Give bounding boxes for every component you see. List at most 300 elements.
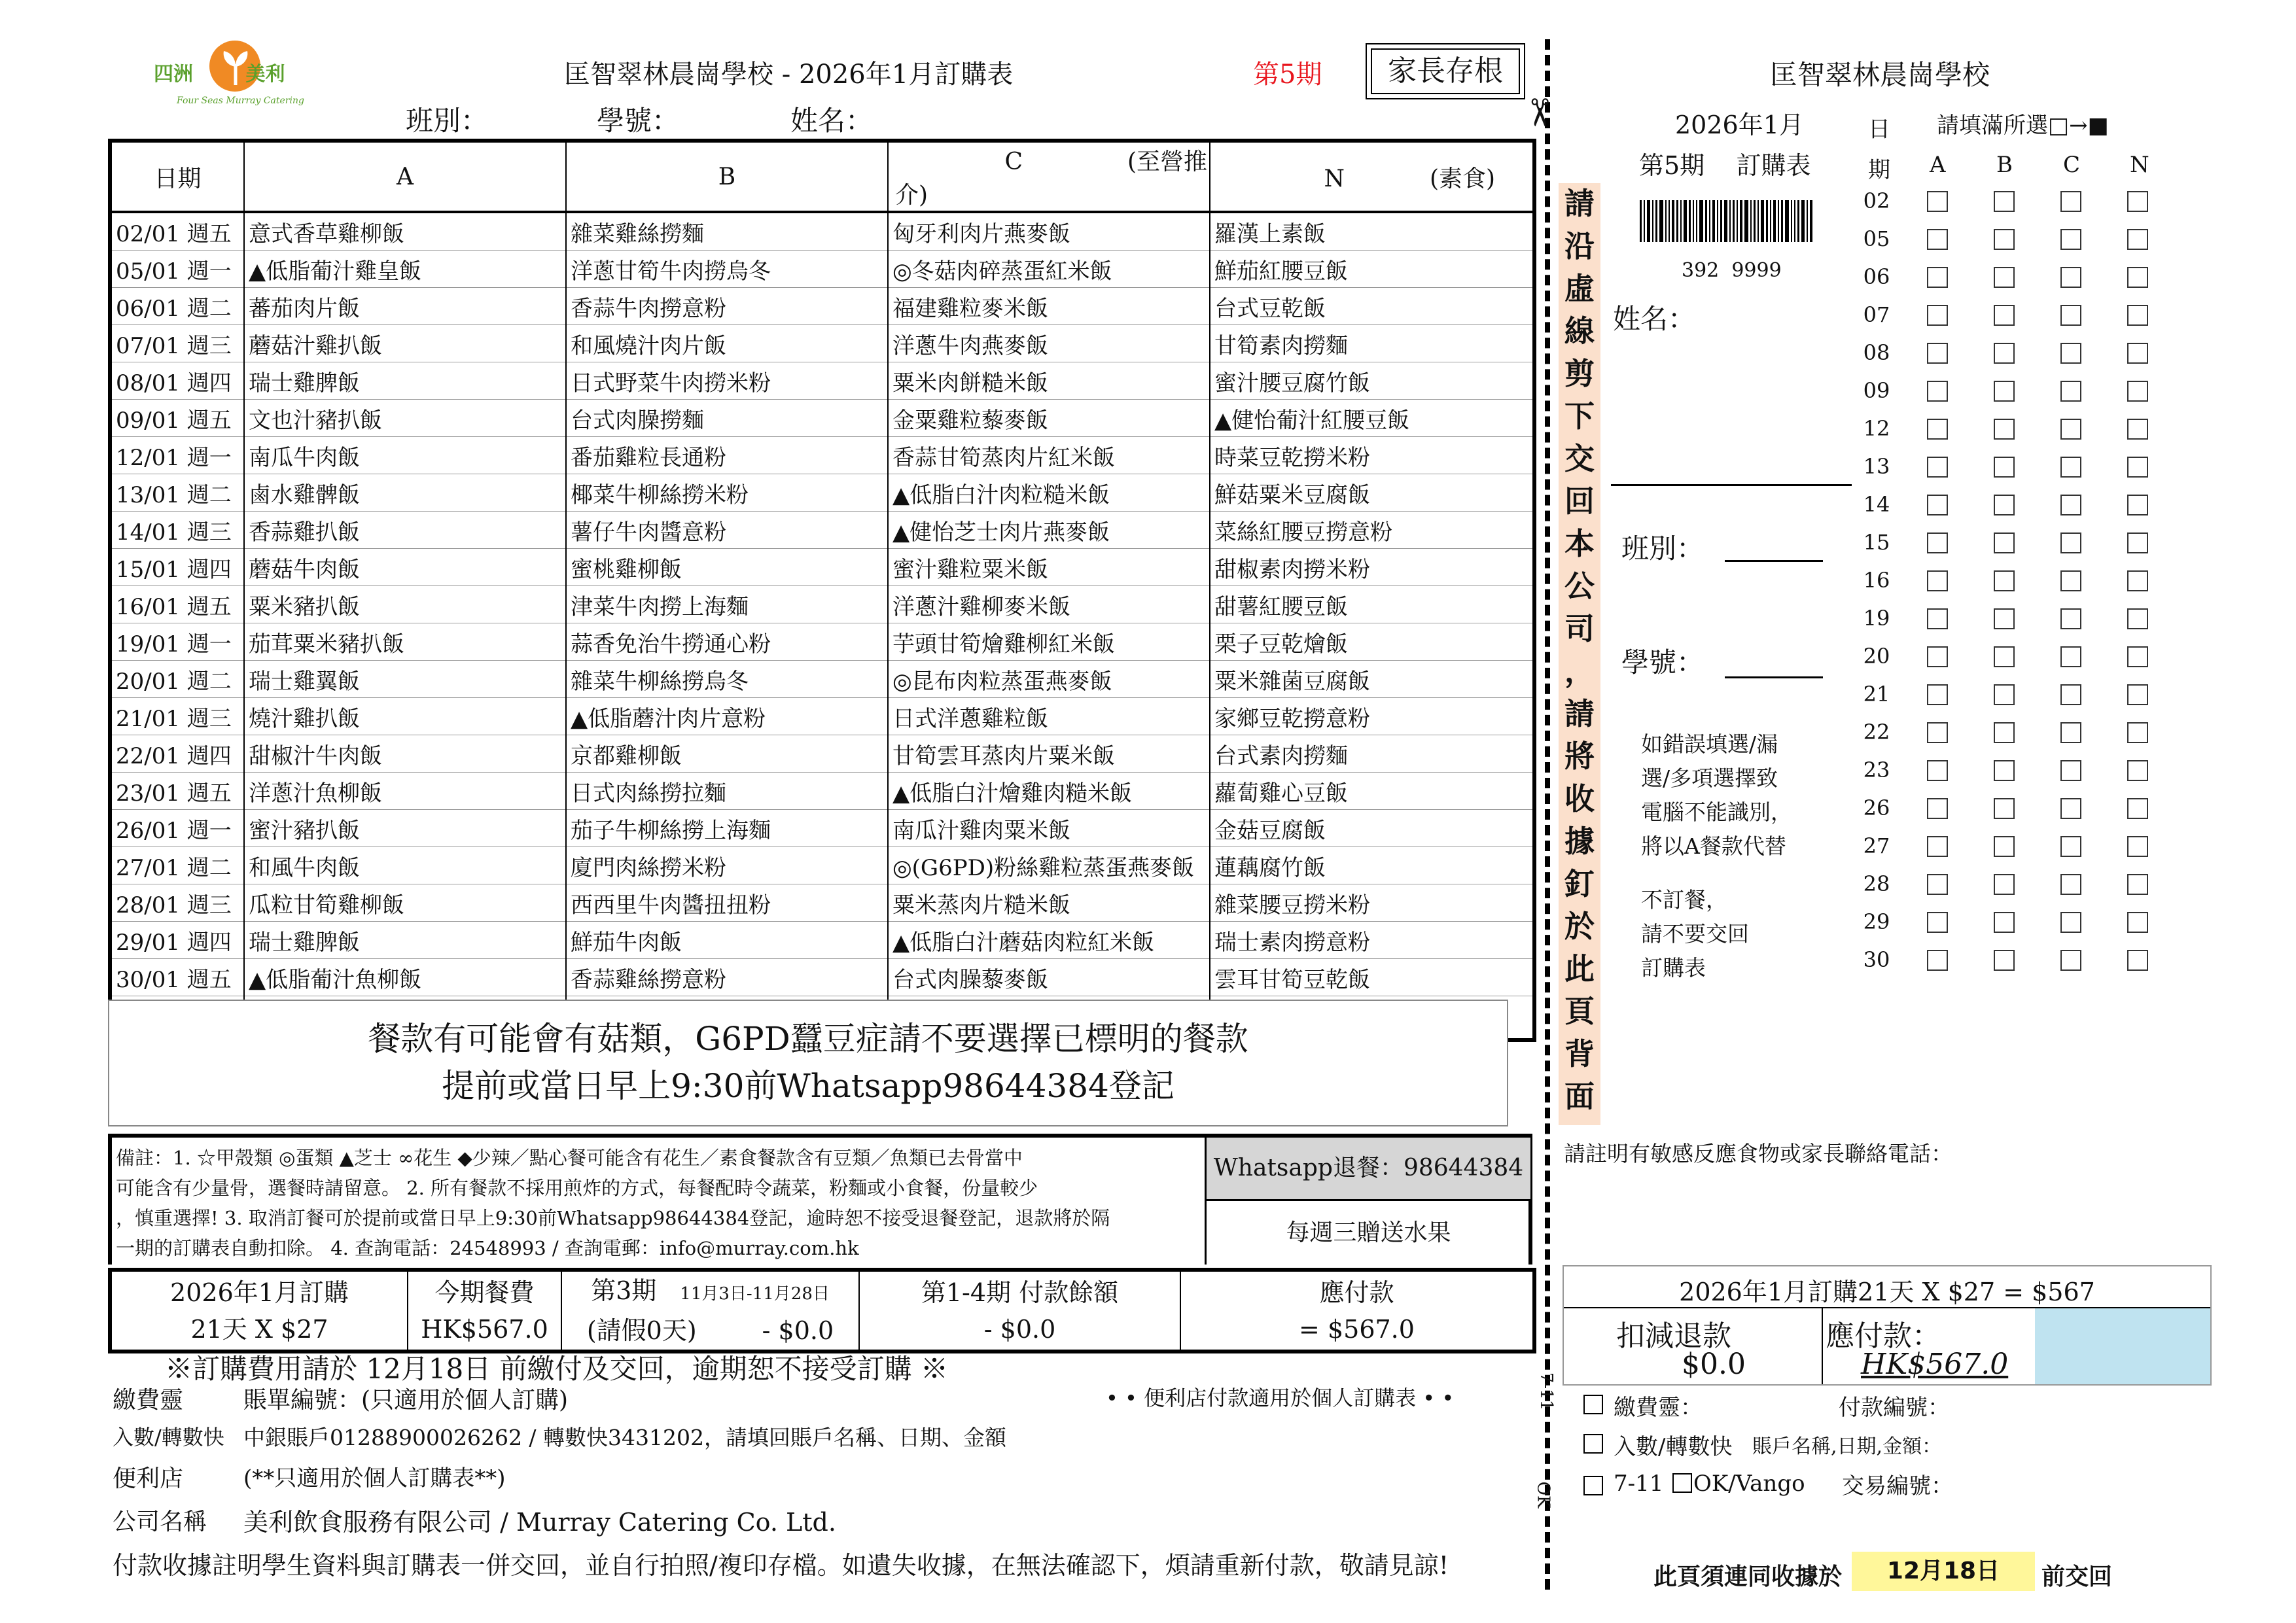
menu-cell-date: 05/01 週一 [110,251,244,288]
right-student-no-label: 學號： [1621,646,1704,678]
return-date-box: 12月18日 [1852,1552,2035,1591]
grid-day: 05 [1863,226,1890,251]
menu-cell-b: 椰菜牛柳絲撈米粉 [566,474,888,512]
right-month: 2026年1月 [1675,111,1804,139]
meal-checkbox[interactable] [2060,305,2081,326]
menu-cell-n: 甜椒素肉撈米粉 [1210,549,1534,586]
grid-day: 28 [1863,871,1890,896]
menu-cell-b: 津菜牛肉撈上海麵 [566,586,888,623]
side-711: 7-11 [1536,1372,1557,1411]
menu-cell-c: ▲低脂白汁燴雞肉糙米飯 [888,773,1210,810]
meal-checkbox[interactable] [1927,532,1948,553]
meal-checkbox[interactable] [2127,267,2148,288]
menu-cell-date: 28/01 週三 [110,884,244,922]
meal-checkbox[interactable] [1994,267,2015,288]
meal-checkbox[interactable] [2060,495,2081,515]
menu-cell-n: 家鄉豆乾撈意粉 [1210,698,1534,735]
col-date: 日期 [110,141,244,212]
cut-char: 面 [1564,1079,1595,1114]
grid-col-head: C [2063,152,2081,178]
menu-cell-c: ▲低脂白汁肉粒糙米飯 [888,474,1210,512]
meal-checkbox[interactable] [2060,684,2081,705]
menu-cell-a: 瓜粒甘筍雞柳飯 [244,884,566,922]
bank-checkbox[interactable] [1583,1434,1603,1454]
meal-checkbox[interactable] [2127,191,2148,212]
store-note: • • 便利店付款適用於個人訂購表 • • [1106,1386,1455,1410]
menu-row [110,400,1534,437]
menu-row [110,549,1534,586]
meal-checkbox[interactable] [2127,229,2148,250]
meal-checkbox[interactable] [2127,608,2148,629]
grid-day: 22 [1863,720,1890,744]
cut-char: 請 [1564,186,1595,221]
menu-cell-b: 雜菜牛柳絲撈烏冬 [566,661,888,698]
pps-text: 賬單編號：(只適用於個人訂購) [243,1387,569,1414]
grid-day: 29 [1863,909,1890,934]
meal-checkbox[interactable] [1994,305,2015,326]
col-c: C (至營推介) [888,141,1210,212]
meal-checkbox[interactable] [2060,381,2081,402]
grid-day: 26 [1863,795,1890,820]
grid-day: 12 [1863,416,1890,441]
meal-checkbox[interactable] [2127,419,2148,440]
copy-label-box [1366,43,1525,99]
seven-eleven-checkbox[interactable] [1583,1476,1603,1495]
menu-cell-c: 香蒜甘筍蒸肉片紅米飯 [888,437,1210,474]
grid-col-head: B [1996,152,2013,178]
meal-checkbox[interactable] [1994,760,2015,781]
meal-checkbox[interactable] [1927,229,1948,250]
footer-note: 付款收據註明學生資料與訂購表一併交回，並自行拍照/複印存檔。如遺失收據，在無法確認下，煩請重新付款，敬請見諒! [113,1551,1449,1580]
remark-line-1: 備註：1. ☆甲殼類 ◎蛋類 ▲芝士 ∞花生 ◆少辣／點心餐可能含有花生／素食餐款含有豆類／魚類已去骨當中 [116,1147,1023,1169]
menu-row [110,512,1534,549]
menu-cell-date: 19/01 週一 [110,623,244,661]
meal-checkbox[interactable] [2127,684,2148,705]
scissors-icon: ✂ [1517,96,1562,129]
period-label: 第5期 [1253,60,1322,90]
meal-checkbox[interactable] [1927,646,1948,667]
meal-checkbox[interactable] [2060,646,2081,667]
grid-day: 21 [1863,682,1890,707]
meal-checkbox[interactable] [1927,381,1948,402]
cut-char: 釘 [1564,866,1595,901]
menu-cell-date: 06/01 週二 [110,288,244,325]
meal-checkbox[interactable] [1927,419,1948,440]
menu-row [110,325,1534,362]
menu-cell-n: 蜜汁腰豆腐竹飯 [1210,362,1534,400]
meal-checkbox[interactable] [1994,722,2015,743]
grid-day: 20 [1863,644,1890,669]
meal-checkbox[interactable] [1994,419,2015,440]
meal-checkbox[interactable] [1994,950,2015,971]
menu-cell-n: 鮮茄紅腰豆飯 [1210,251,1534,288]
menu-row [110,288,1534,325]
grid-col-head: N [2130,152,2149,178]
menu-cell-c: 粟米蒸肉片糙米飯 [888,884,1210,922]
menu-cell-date: 22/01 週四 [110,735,244,773]
deadline-note: ※訂購費用請於 12月18日 前繳付及交回，逾期恕不接受訂購 ※ [165,1353,948,1385]
meal-checkbox[interactable] [2127,570,2148,591]
meal-checkbox[interactable] [1927,457,1948,478]
cut-char: 線 [1564,313,1595,349]
grid-day: 16 [1863,568,1890,593]
payable-blue-box [2035,1308,2210,1384]
menu-cell-date: 08/01 週四 [110,362,244,400]
meal-checkbox[interactable] [1927,267,1948,288]
meal-checkbox[interactable] [2060,343,2081,364]
payable-label: 應付款： [1826,1319,1941,1353]
meal-checkbox[interactable] [1927,608,1948,629]
payable-value: HK$567.0 [1861,1348,2009,1381]
menu-cell-a: 南瓜牛肉飯 [244,437,566,474]
menu-cell-c: 甘筍雲耳蒸肉片粟米飯 [888,735,1210,773]
meal-checkbox[interactable] [1927,684,1948,705]
menu-cell-a: 文也汁豬扒飯 [244,400,566,437]
menu-row [110,959,1534,996]
right-bank-label: 入數/轉數快 [1614,1434,1733,1460]
grid-day: 23 [1863,758,1890,782]
cut-char: 頁 [1564,994,1595,1029]
meal-checkbox[interactable] [2127,532,2148,553]
remarks-block [108,1134,1532,1265]
menu-cell-b: 廈門肉絲撈米粉 [566,847,888,884]
grid-day: 27 [1863,833,1890,858]
meal-checkbox[interactable] [2060,912,2081,933]
menu-cell-n: 台式素肉撈麵 [1210,735,1534,773]
cut-char: 虛 [1564,271,1595,306]
menu-cell-c: 台式肉臊藜麥飯 [888,959,1210,996]
menu-cell-b: 西西里牛肉醬扭扭粉 [566,884,888,922]
menu-row [110,922,1534,959]
menu-cell-date: 13/01 週二 [110,474,244,512]
menu-cell-c: ▲健怡芝士肉片燕麥飯 [888,512,1210,549]
cut-char: 回 [1564,483,1595,519]
return-note-b: 前交回 [2041,1563,2113,1590]
menu-cell-a: 蘑菇牛肉飯 [244,549,566,586]
menu-cell-date: 15/01 週四 [110,549,244,586]
menu-cell-c: ◎(G6PD)粉絲雞粒蒸蛋燕麥飯 [888,847,1210,884]
payment-summary-table [108,1268,1536,1353]
meal-checkbox[interactable] [2127,343,2148,364]
meal-checkbox[interactable] [1994,343,2015,364]
menu-cell-a: 香蒜雞扒飯 [244,512,566,549]
menu-cell-a: 蜜汁豬扒飯 [244,810,566,847]
meal-checkbox[interactable] [1927,912,1948,933]
student-no-label: 學號： [597,105,680,137]
menu-cell-n: 雲耳甘筍豆乾飯 [1210,959,1534,996]
return-note-a: 此頁須連同收據於 [1653,1563,1843,1590]
menu-cell-n: 瑞士素肉撈意粉 [1210,922,1534,959]
meal-checkbox[interactable] [2127,950,2148,971]
meal-checkbox[interactable] [1927,570,1948,591]
meal-checkbox[interactable] [1927,722,1948,743]
notice-line-1: 餐款有可能會有菇類，G6PD蠶豆症請不要選擇已標明的餐款 [368,1020,1248,1058]
menu-cell-a: 蘑菇汁雞扒飯 [244,325,566,362]
meal-checkbox[interactable] [2060,419,2081,440]
company-logo [150,39,308,111]
side-ok: OK [1533,1481,1553,1509]
meal-checkbox[interactable] [1994,646,2015,667]
menu-cell-date: 12/01 週一 [110,437,244,474]
menu-cell-n: 甘筍素肉撈麵 [1210,325,1534,362]
menu-cell-c: ▲低脂白汁蘑菇肉粒紅米飯 [888,922,1210,959]
remark-line-4: 一期的訂購表自動扣除。 4. 查詢電話：24548993 / 查詢電郵：info@murray.com.hk [116,1237,859,1259]
meal-checkbox[interactable] [1927,760,1948,781]
menu-row [110,884,1534,922]
menu-cell-b: 洋蔥甘筍牛肉撈烏冬 [566,251,888,288]
cut-char: 收 [1564,781,1595,816]
meal-checkbox[interactable] [1994,229,2015,250]
menu-cell-c: ◎冬菇肉碎蒸蛋紅米飯 [888,251,1210,288]
menu-cell-n: 台式豆乾飯 [1210,288,1534,325]
allergy-notice [108,1000,1508,1126]
cut-char: 下 [1564,398,1595,434]
right-txn-no: 交易編號： [1842,1473,1953,1499]
cut-char: 背 [1564,1036,1595,1072]
meal-checkbox[interactable] [2060,457,2081,478]
meal-checkbox[interactable] [1927,495,1948,515]
name-label: 姓名： [790,105,874,137]
company-text: 美利飲食服務有限公司 / Murray Catering Co. Ltd. [243,1508,836,1537]
menu-cell-n: 雜菜腰豆撈米粉 [1210,884,1534,922]
menu-cell-a: 瑞士雞脾飯 [244,922,566,959]
menu-cell-c: 南瓜汁雞肉粟米飯 [888,810,1210,847]
pps-checkbox[interactable] [1583,1395,1603,1414]
summary-payable: 應付款 = $567.0 [1299,1278,1415,1344]
menu-cell-c: 芋頭甘筍燴雞柳紅米飯 [888,623,1210,661]
meal-checkbox[interactable] [1994,381,2015,402]
refund-label: 扣減退款 [1616,1319,1731,1353]
bank-label: 入數/轉數快 [113,1425,224,1450]
cut-char: 剪 [1564,356,1595,391]
menu-cell-n: 鮮菇粟米豆腐飯 [1210,474,1534,512]
class-label: 班別： [406,105,489,137]
right-bank-note: 賬戶名稱,日期,金額： [1752,1435,1942,1458]
menu-cell-b: 京都雞柳飯 [566,735,888,773]
meal-checkbox[interactable] [1994,874,2015,895]
summary-order: 2026年1月訂購 21天 X $27 [110,1270,408,1352]
menu-cell-c: 蜜汁雞粒粟米飯 [888,549,1210,586]
menu-cell-date: 16/01 週五 [110,586,244,623]
menu-cell-a: 瑞士雞脾飯 [244,362,566,400]
meal-checkbox[interactable] [2127,305,2148,326]
meal-checkbox[interactable] [1994,798,2015,819]
cut-char: 將 [1564,739,1595,774]
menu-cell-c: 福建雞粒麥米飯 [888,288,1210,325]
grid-day: 07 [1863,302,1890,327]
meal-checkbox[interactable] [2127,874,2148,895]
meal-checkbox[interactable] [1927,798,1948,819]
cut-char: 此 [1564,951,1595,986]
cs-label: 便利店 [113,1465,184,1492]
menu-cell-n: 羅漢上素飯 [1210,212,1534,251]
meal-checkbox[interactable] [2127,912,2148,933]
menu-row [110,735,1534,773]
meal-checkbox[interactable] [1994,570,2015,591]
meal-checkbox[interactable] [2060,760,2081,781]
menu-cell-n: 時菜豆乾撈米粉 [1210,437,1534,474]
remark-line-3: ，慎重選擇! 3. 取消訂餐可於提前或當日早上9:30前Whatsapp98644384登記，逾時恕不接受退餐登記，退款將於隔 [116,1207,1110,1229]
menu-row [110,698,1534,735]
grid-day: 09 [1863,378,1890,403]
notice-line-2: 提前或當日早上9:30前Whatsapp98644384登記 [442,1067,1174,1105]
menu-row [110,810,1534,847]
period-col-label: 期 [1868,157,1890,183]
grid-day: 14 [1863,492,1890,517]
summary-fee: 今期餐費 HK$567.0 [408,1270,561,1352]
meal-checkbox[interactable] [1994,495,2015,515]
allergy-contact-note: 請註明有敏感反應食物或家長聯絡電話： [1564,1141,1952,1166]
cut-char: 交 [1564,441,1595,476]
meal-checkbox[interactable] [1927,950,1948,971]
logo-text: 四洲 美利 [154,63,285,86]
menu-cell-n: 金菇豆腐飯 [1210,810,1534,847]
menu-table [108,139,1536,1042]
meal-checkbox[interactable] [2060,570,2081,591]
menu-row [110,661,1534,698]
right-pay-no: 付款編號： [1839,1395,1950,1421]
menu-cell-c: 日式洋蔥雞粒飯 [888,698,1210,735]
meal-checkbox[interactable] [2060,950,2081,971]
meal-checkbox[interactable] [1927,874,1948,895]
grid-day: 08 [1863,340,1890,365]
menu-cell-b: 香蒜牛肉撈意粉 [566,288,888,325]
bank-text: 中銀賬戶01288900026262 / 轉數快3431202，請填回賬戶名稱、日期、金額 [243,1425,1007,1450]
cut-char: 於 [1564,909,1595,944]
meal-checkbox[interactable] [1994,608,2015,629]
meal-checkbox[interactable] [2060,267,2081,288]
menu-row [110,773,1534,810]
menu-cell-n: 栗子豆乾燴飯 [1210,623,1534,661]
meal-checkbox[interactable] [2127,760,2148,781]
meal-checkbox[interactable] [2127,836,2148,857]
menu-row [110,212,1534,251]
menu-cell-c: ◎昆布肉粒蒸蛋燕麥飯 [888,661,1210,698]
meal-checkbox[interactable] [1994,836,2015,857]
menu-cell-b: 台式肉臊撈麵 [566,400,888,437]
menu-cell-c: 洋蔥汁雞柳麥米飯 [888,586,1210,623]
menu-cell-n: 蘿蔔雞心豆飯 [1210,773,1534,810]
menu-cell-a: 鹵水雞髀飯 [244,474,566,512]
meal-checkbox[interactable] [1994,457,2015,478]
meal-checkbox[interactable] [2060,532,2081,553]
menu-cell-b: 番茄雞粒長通粉 [566,437,888,474]
remark-line-2: 可能含有少量骨，選餐時請留意。 2. 所有餐款不採用煎炸的方式，每餐配時令蔬菜，粉麵或小食餐，份量較少 [116,1177,1038,1199]
whatsapp-box: Whatsapp退餐：98644384 [1205,1138,1530,1201]
grid-day: 15 [1863,530,1890,555]
menu-cell-date: 14/01 週三 [110,512,244,549]
grid-day: 19 [1863,606,1890,631]
menu-cell-a: 意式香草雞柳飯 [244,212,566,251]
menu-cell-date: 21/01 週三 [110,698,244,735]
menu-row [110,586,1534,623]
cut-instruction [1559,183,1600,1125]
logo-subtext: Four Seas Murray Catering [177,96,304,106]
menu-cell-c: 粟米肉餅糙米飯 [888,362,1210,400]
grid-col-head: A [1930,152,1946,178]
menu-cell-a: 蕃茄肉片飯 [244,288,566,325]
meal-checkbox[interactable] [1927,191,1948,212]
meal-checkbox[interactable] [2060,191,2081,212]
meal-checkbox[interactable] [1994,684,2015,705]
meal-checkbox[interactable] [1994,191,2015,212]
grid-day: 30 [1863,947,1890,972]
meal-checkbox[interactable] [2060,836,2081,857]
cut-dashed-line [1545,39,1550,1590]
meal-checkbox[interactable] [2127,798,2148,819]
meal-checkbox[interactable] [1927,305,1948,326]
fill-hint: 請填滿所選□→■ [1937,113,2109,139]
cut-char: 據 [1564,824,1595,859]
meal-checkbox[interactable] [2127,722,2148,743]
menu-cell-date: 09/01 週五 [110,400,244,437]
meal-checkbox[interactable] [1994,912,2015,933]
menu-cell-n: 粟米雜菌豆腐飯 [1210,661,1534,698]
meal-checkbox[interactable] [1994,532,2015,553]
right-name-label: 姓名： [1613,303,1696,335]
copy-label: 家長存根 [1371,48,1520,94]
fruit-note: 每週三贈送水果 [1205,1201,1530,1265]
menu-row [110,362,1534,400]
company-label: 公司名稱 [113,1509,207,1535]
meal-checkbox[interactable] [1927,836,1948,857]
col-b: B [566,141,888,212]
menu-cell-b: 蒜香免治牛撈通心粉 [566,623,888,661]
right-class-label: 班別： [1621,532,1704,565]
right-summary [1563,1265,2212,1386]
menu-row [110,474,1534,512]
menu-row [110,847,1534,884]
meal-checkbox[interactable] [2060,798,2081,819]
no-order-note: 不訂餐， 請不要交回 訂購表 [1641,887,1749,981]
refund-value: $0.0 [1682,1348,1746,1381]
meal-checkbox[interactable] [2127,646,2148,667]
grid-day: 02 [1863,188,1890,213]
menu-cell-date: 23/01 週五 [110,773,244,810]
right-711-label: 7-11 [1614,1471,1664,1497]
pps-label: 繳費靈 [113,1387,184,1414]
right-school-title: 匡智翠林晨崗學校 [1770,59,1990,91]
meal-checkbox[interactable] [2060,722,2081,743]
menu-cell-b: 鮮茄牛肉飯 [566,922,888,959]
grid-day: 06 [1863,264,1890,289]
menu-cell-b: 薯仔牛肉醬意粉 [566,512,888,549]
menu-row [110,437,1534,474]
menu-cell-a: 和風牛肉飯 [244,847,566,884]
menu-cell-c: 匈牙利肉片燕麥飯 [888,212,1210,251]
menu-cell-b: 和風燒汁肉片飯 [566,325,888,362]
cut-char: 本 [1564,526,1595,561]
cut-char: 公 [1564,568,1595,604]
day-label: 日 [1868,116,1890,143]
meal-checkbox[interactable] [2060,874,2081,895]
meal-checkbox[interactable] [2127,381,2148,402]
error-note: 如錯誤填選/漏 選/多項選擇致 電腦不能識別， 將以A餐款代替 [1641,731,1792,859]
meal-checkbox[interactable] [2127,457,2148,478]
meal-checkbox[interactable] [2060,608,2081,629]
meal-checkbox[interactable] [2060,229,2081,250]
menu-cell-n: 菜絲紅腰豆撈意粉 [1210,512,1534,549]
menu-row [110,251,1534,288]
ok-vango-checkbox[interactable] [1672,1473,1692,1493]
menu-cell-date: 30/01 週五 [110,959,244,996]
menu-cell-b: 茄子牛柳絲撈上海麵 [566,810,888,847]
meal-checkbox[interactable] [1927,343,1948,364]
meal-checkbox[interactable] [2127,495,2148,515]
menu-cell-b: 香蒜雞絲撈意粉 [566,959,888,996]
right-ok-label: OK/Vango [1693,1471,1805,1497]
menu-cell-a: 茄茸粟米豬扒飯 [244,623,566,661]
